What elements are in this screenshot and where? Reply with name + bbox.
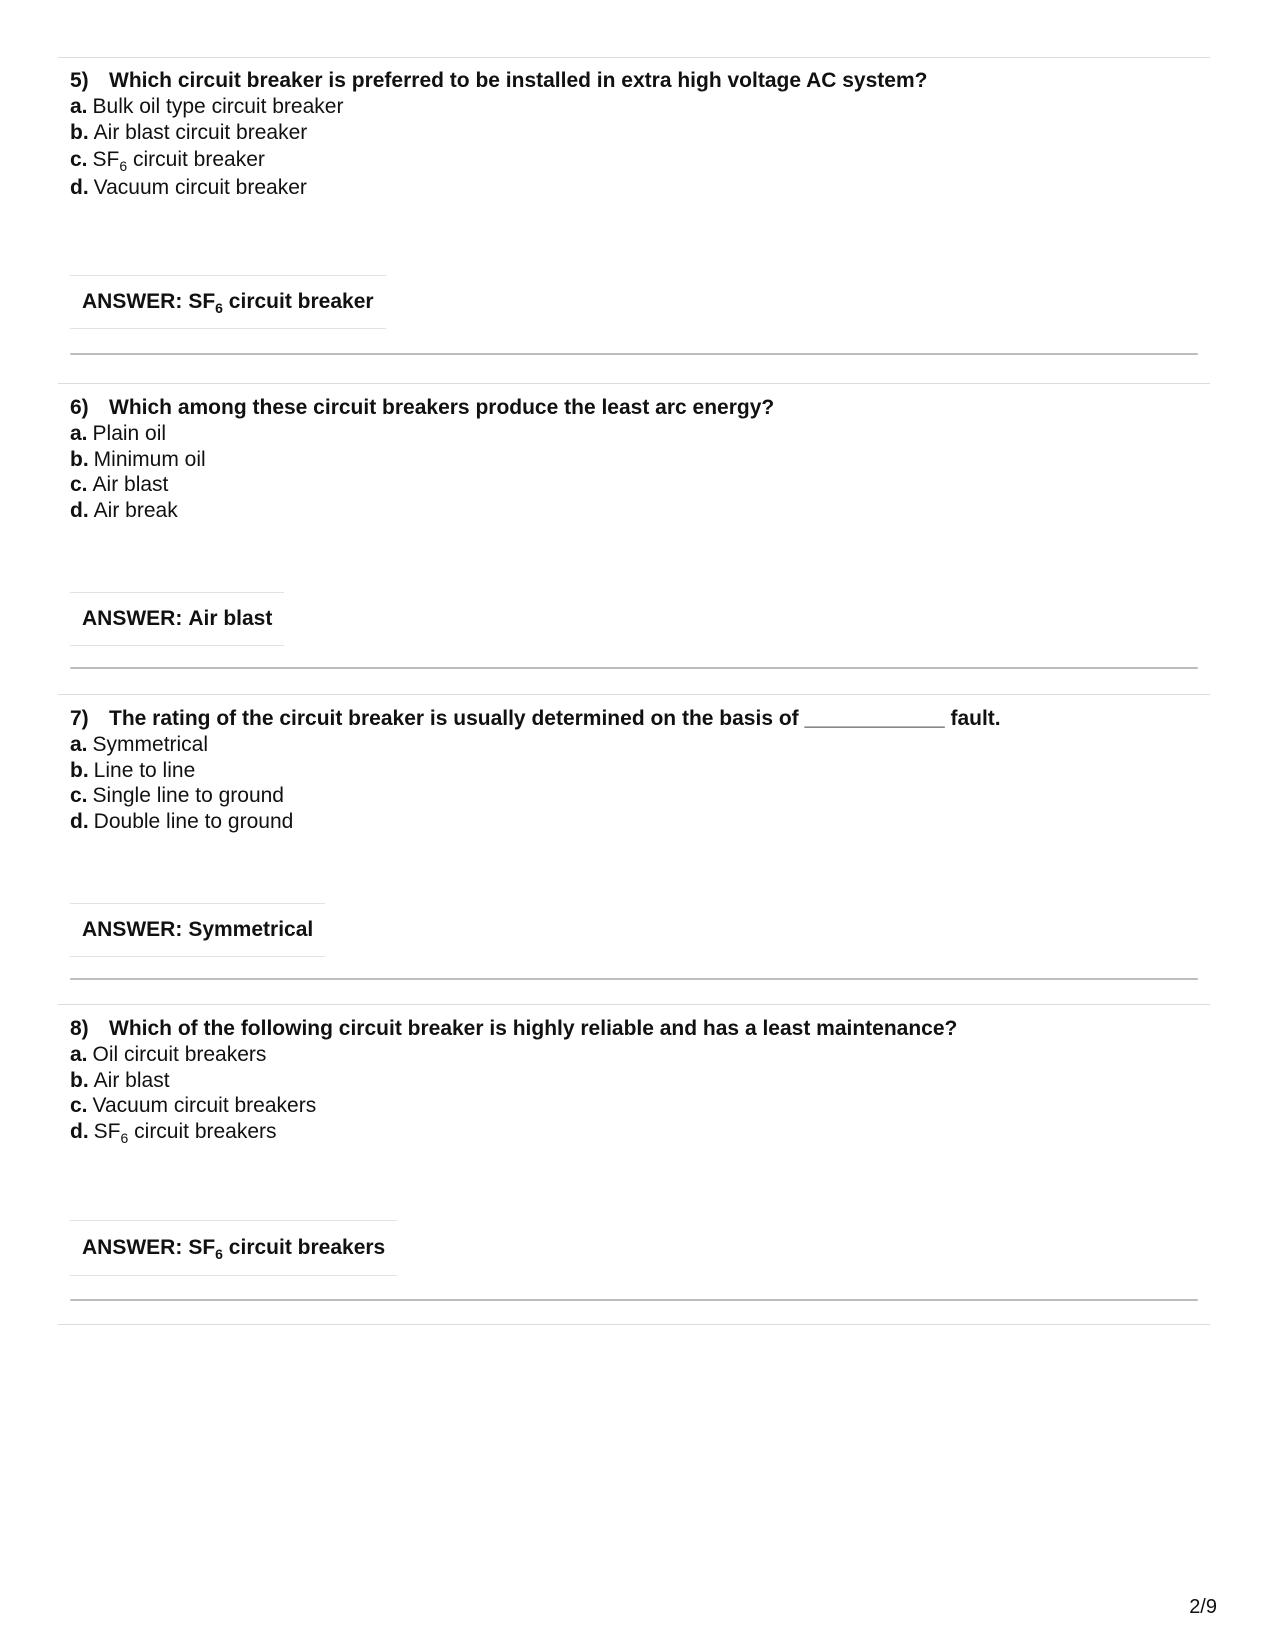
option-c: c. Single line to ground	[70, 784, 284, 807]
question-title	[70, 706, 1190, 732]
options-list	[70, 1042, 1190, 1144]
question-title	[70, 395, 1190, 421]
answer-label: ANSWER:	[82, 918, 183, 941]
option-c: c. Vacuum circuit breakers	[70, 1094, 317, 1117]
answer-box	[70, 592, 284, 646]
question-text: Which of the following circuit breaker is highly reliable and has a least maintenance?	[109, 1017, 958, 1040]
question-6	[70, 395, 1190, 523]
section-divider	[58, 57, 1210, 58]
horizontal-rule	[70, 978, 1198, 980]
option-d: d. $SF_6$ circuit breakers	[70, 1119, 277, 1146]
question-text: Which among these circuit breakers produce the least arc energy?	[109, 396, 775, 419]
question-number: 6)	[70, 396, 89, 419]
option-c: c. $SF_6$ circuit breaker	[70, 148, 265, 174]
answer-box	[70, 903, 325, 957]
answer-label: ANSWER:	[82, 290, 183, 313]
option-b: b. Line to line	[70, 758, 196, 782]
question-text: The rating of the circuit breaker is usually determined on the basis of ____________ fault.	[109, 707, 1001, 730]
option-b: b. Minimum oil	[70, 447, 206, 471]
horizontal-rule	[70, 353, 1198, 355]
answer-box	[70, 275, 386, 329]
answer-text: $SF_6$ circuit breakers	[188, 1236, 386, 1262]
answer-text: $SF_6$ circuit breaker	[188, 290, 374, 316]
question-text: Which circuit breaker is preferred to be installed in extra high voltage AC system?	[109, 69, 928, 92]
options-list	[70, 732, 1190, 834]
option-a: a. Bulk oil type circuit breaker	[70, 95, 344, 118]
answer-box	[70, 1220, 397, 1276]
option-d: d. Vacuum circuit breaker	[70, 176, 307, 199]
answer-text: Air blast	[188, 607, 273, 630]
section-divider	[58, 1004, 1210, 1005]
question-number: 8)	[70, 1017, 89, 1040]
question-title	[70, 1016, 1190, 1042]
answer-label: ANSWER:	[82, 607, 183, 630]
question-7	[70, 706, 1190, 834]
question-5	[70, 68, 1190, 201]
option-d: d. Double line to ground	[70, 809, 294, 833]
section-divider	[58, 383, 1210, 384]
horizontal-rule	[70, 1299, 1198, 1301]
question-number: 5)	[70, 69, 89, 92]
option-a: a. Symmetrical	[70, 733, 209, 756]
section-divider	[58, 694, 1210, 695]
option-b: b. Air blast circuit breaker	[70, 120, 308, 144]
option-a: a. Oil circuit breakers	[70, 1043, 267, 1066]
question-title	[70, 68, 1190, 94]
option-b: b. Air blast	[70, 1068, 170, 1092]
question-8	[70, 1016, 1190, 1144]
options-list	[70, 94, 1190, 201]
option-d: d. Air break	[70, 498, 178, 522]
answer-label: ANSWER:	[82, 1236, 183, 1259]
option-a: a. Plain oil	[70, 422, 167, 445]
section-divider	[58, 1324, 1210, 1325]
options-list	[70, 421, 1190, 523]
question-number: 7)	[70, 707, 89, 730]
option-c: c. Air blast	[70, 473, 169, 496]
answer-text: Symmetrical	[188, 918, 314, 941]
horizontal-rule	[70, 667, 1198, 669]
page-number: 2/9	[1189, 1596, 1217, 1618]
